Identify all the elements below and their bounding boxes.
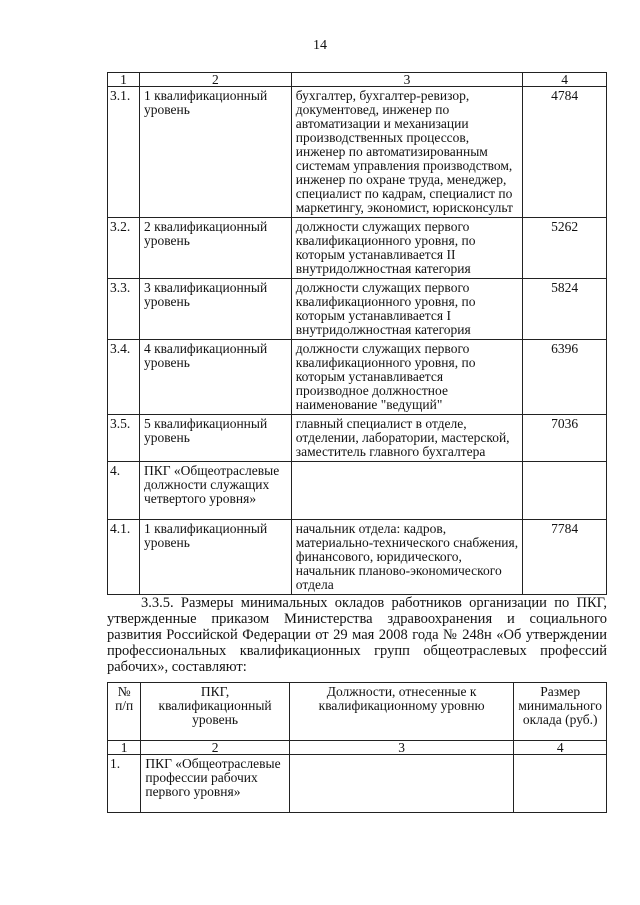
qualification-level: 1 квалификационный уровень [139, 520, 291, 595]
qualification-level: 5 квалификационный уровень [139, 415, 291, 462]
row-number: 4. [108, 462, 140, 520]
salary-value: 7784 [523, 520, 607, 595]
row-number: 3.5. [108, 415, 140, 462]
row-number: 1. [108, 755, 141, 813]
head-cell-number: № п/п [108, 683, 141, 741]
table-header-row [108, 741, 607, 755]
table-row [108, 415, 607, 462]
salary-value: 6396 [523, 340, 607, 415]
page-number: 14 [313, 38, 327, 53]
table-row [108, 87, 607, 218]
header-cell: 4 [514, 741, 607, 755]
head-cell-positions: Должности, отнесенные к квалификационному уровню [289, 683, 514, 741]
qualification-level: 3 квалификационный уровень [139, 279, 291, 340]
head-cell-salary: Размер минимального оклада (руб.) [514, 683, 607, 741]
salary-value: 5824 [523, 279, 607, 340]
salary-value: 7036 [523, 415, 607, 462]
salary-table-employees [107, 72, 607, 595]
header-cell: 1 [108, 73, 140, 87]
table-row [108, 520, 607, 595]
table-row [108, 462, 607, 520]
qualification-level: 2 квалификационный уровень [139, 218, 291, 279]
salary-value [514, 755, 607, 813]
qualification-level: 4 квалификационный уровень [139, 340, 291, 415]
header-cell: 1 [108, 741, 141, 755]
table-row [108, 755, 607, 813]
row-number: 4.1. [108, 520, 140, 595]
positions-cell: начальник отдела: кадров, материально-технического снабжения, финансового, юридического, начальник планово-экономического отдела [291, 520, 522, 595]
positions-cell: должности служащих первого квалификационного уровня, по которым устанавливается II внутридолжностная категория [291, 218, 522, 279]
table-head-row [108, 683, 607, 741]
header-cell: 4 [523, 73, 607, 87]
positions-cell: главный специалист в отделе, отделении, лаборатории, мастерской, заместитель главного бухгалтера [291, 415, 522, 462]
paragraph-3-3-5: 3.3.5. Размеры минимальных окладов работников организации по ПКГ, утвержденные приказом Министерства здравоохранения и социального развития Российской Федерации от 29 мая 2008 года № 248н «Об утверждении профессиональных квалификационных групп общеотраслевых профессий рабочих», составляют: [107, 595, 607, 675]
header-cell: 2 [139, 73, 291, 87]
row-number: 3.2. [108, 218, 140, 279]
header-cell: 2 [141, 741, 290, 755]
qualification-group: ПКГ «Общеотраслевые профессии рабочих первого уровня» [141, 755, 290, 813]
row-number: 3.3. [108, 279, 140, 340]
positions-cell [291, 462, 522, 520]
qualification-level: 1 квалификационный уровень [139, 87, 291, 218]
salary-value [523, 462, 607, 520]
positions-cell: должности служащих первого квалификационного уровня, по которым устанавливается производное должностное наименование "ведущий" [291, 340, 522, 415]
row-number: 3.1. [108, 87, 140, 218]
head-cell-level: ПКГ, квалификационный уровень [141, 683, 290, 741]
table-row [108, 218, 607, 279]
salary-value: 4784 [523, 87, 607, 218]
positions-cell [289, 755, 514, 813]
header-cell: 3 [291, 73, 522, 87]
salary-table-workers [107, 682, 607, 813]
table-header-row [108, 73, 607, 87]
qualification-group: ПКГ «Общеотраслевые должности служащих четвертого уровня» [139, 462, 291, 520]
table-row [108, 279, 607, 340]
salary-value: 5262 [523, 218, 607, 279]
row-number: 3.4. [108, 340, 140, 415]
table-row [108, 340, 607, 415]
positions-cell: должности служащих первого квалификационного уровня, по которым устанавливается I внутридолжностная категория [291, 279, 522, 340]
positions-cell: бухгалтер, бухгалтер-ревизор, документовед, инженер по автоматизации и механизации производственных процессов, инженер по автоматизированным системам управления производством, инженер по охране труда, менеджер, специалист по кадрам, специалист по маркетингу, экономист, юрисконсульт [291, 87, 522, 218]
header-cell: 3 [289, 741, 514, 755]
